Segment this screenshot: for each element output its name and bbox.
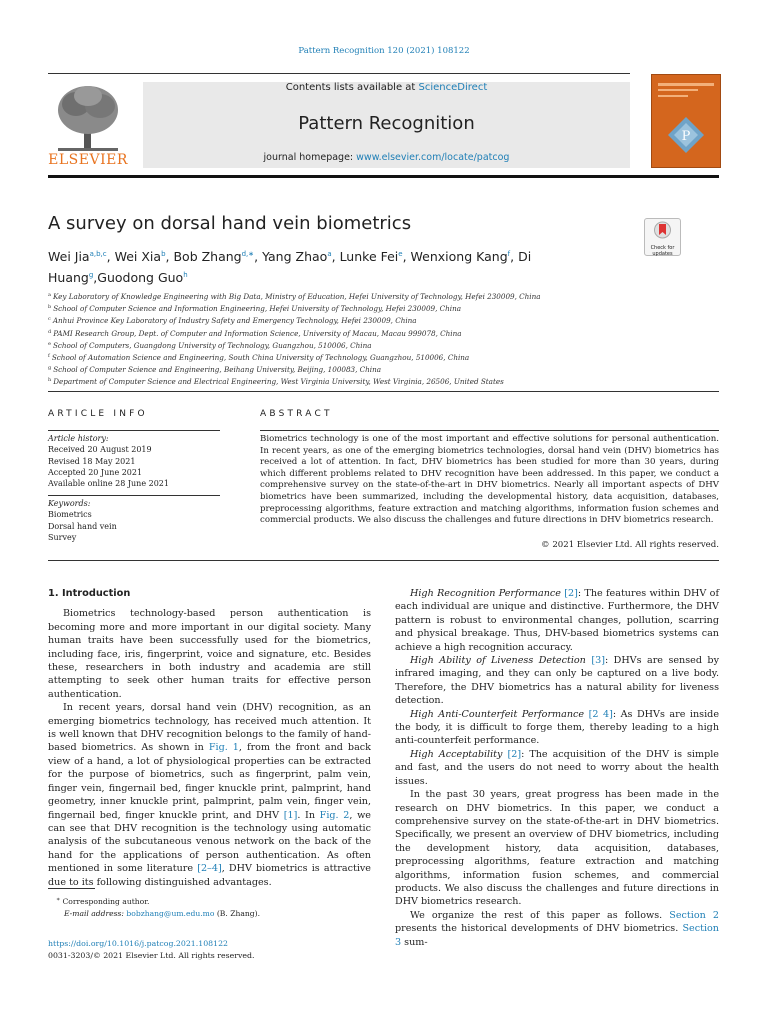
affiliation-text: School of Computer Science and Information Engineering, Hefei University of Technology, Hefei 230009, China xyxy=(53,304,461,314)
affiliation-key: d xyxy=(48,328,52,335)
text-run: sum- xyxy=(401,936,428,948)
author-affiliation-marker[interactable]: f xyxy=(507,250,511,258)
affiliation-text: PAMI Research Group, Dept. of Computer and Information Science, University of Macau, Macau 999078, China xyxy=(53,328,462,338)
author-name[interactable]: Yang Zhao xyxy=(262,249,328,264)
ref-link[interactable]: [2] xyxy=(564,588,578,599)
author-name[interactable]: Bob Zhang xyxy=(173,249,242,264)
advantage-paragraph xyxy=(395,654,719,708)
author-separator: , xyxy=(106,249,115,264)
bookmark-icon xyxy=(645,219,680,241)
footnote-rule xyxy=(48,888,95,889)
author-affiliation-marker[interactable]: d,∗ xyxy=(241,250,255,258)
advantage-label: High Acceptability xyxy=(410,748,503,760)
homepage-link[interactable]: www.elsevier.com/locate/patcog xyxy=(356,152,510,163)
affiliations xyxy=(48,290,718,388)
keywords-rule xyxy=(48,495,220,496)
affiliation-line xyxy=(48,351,718,363)
ref-1-link[interactable]: [1] xyxy=(283,809,298,821)
intro-heading: 1. Introduction xyxy=(48,588,131,599)
text-run: , DHV biometrics is attractive due to its following distinguished advantages. xyxy=(48,863,371,888)
abstract-rule xyxy=(260,430,719,431)
article-info-heading: ARTICLE INFO xyxy=(48,409,148,419)
advantage-paragraph xyxy=(395,708,719,748)
history-item: Revised 18 May 2021 xyxy=(48,456,136,466)
contents-line xyxy=(143,82,630,93)
author-name[interactable]: Lunke Fei xyxy=(339,249,399,264)
author-separator: , xyxy=(165,249,174,264)
corresponding-text: Corresponding author. xyxy=(62,897,150,906)
abstract-copyright: © 2021 Elsevier Ltd. All rights reserved. xyxy=(541,540,719,550)
doi-block xyxy=(48,938,448,962)
advantage-label: High Anti-Counterfeit Performance xyxy=(410,708,585,720)
keyword-item: Dorsal hand vein xyxy=(48,521,117,531)
intro-paragraph xyxy=(48,701,371,889)
affiliation-text: School of Computers, Guangdong University of Technology, Guangzhou, 510006, China xyxy=(52,340,372,350)
footnote xyxy=(56,894,376,920)
homepage-line xyxy=(143,152,630,163)
homepage-prefix: journal homepage: xyxy=(263,152,354,163)
svg-text:P: P xyxy=(681,129,691,144)
text-run: : DHVs are sensed by infrared imaging, and they can only be captured on a live body. Therefore, the DHV biometrics has a natural ability for liveness detection. xyxy=(395,655,719,707)
affiliation-line xyxy=(48,302,718,314)
affiliation-key: a xyxy=(48,292,51,298)
ref-link[interactable]: [2] xyxy=(507,748,522,760)
abstract-heading: ABSTRACT xyxy=(260,409,333,419)
text-run: presents the historical developments of DHV biometrics. xyxy=(395,923,683,935)
author-name[interactable]: Wei Xia xyxy=(114,249,162,264)
check-badge-line1: Check for xyxy=(650,245,675,251)
intro-paragraph: Biometrics technology-based person authentication is becoming more and more important in our digital society. Many human traits have been successfully used for the biometrics, including face, iris, fingerprint, voice and signature, etc. Besides these, researchers in both industry and academia are still attempting to seek other human traits for effective person authentication. xyxy=(48,608,371,700)
elsevier-wordmark: ELSEVIER xyxy=(48,152,128,168)
affiliation-key: e xyxy=(48,340,51,347)
contents-prefix: Contents lists available at xyxy=(285,82,416,93)
affiliation-key: h xyxy=(48,377,52,384)
text-run: We organize the rest of this paper as follows. xyxy=(410,909,670,921)
author-name[interactable]: Di Huang xyxy=(48,249,532,285)
author-affiliation-marker[interactable]: g xyxy=(88,271,94,279)
affiliation-text: Anhui Province Key Laboratory of Industry Safety and Emergency Technology, Hefei 230009, China xyxy=(52,316,417,326)
author-separator: , xyxy=(254,249,263,264)
affiliation-line xyxy=(48,327,718,339)
body-left-column xyxy=(48,587,371,889)
affiliation-text: Department of Computer Science and Electrical Engineering, West Virginia University, West Virginia, 26506, United States xyxy=(53,377,504,387)
author-affiliation-marker[interactable]: a xyxy=(327,250,332,258)
email-link[interactable]: bobzhang@um.edu.mo xyxy=(126,909,215,918)
author-affiliation-marker[interactable]: a,b,c xyxy=(89,250,107,258)
affiliation-text: Key Laboratory of Knowledge Engineering with Big Data, Ministry of Education, Hefei University of Technology, Hefei 230009, China xyxy=(52,292,541,301)
keyword-item: Biometrics xyxy=(48,510,92,520)
affiliation-key: f xyxy=(48,353,50,360)
author-affiliation-marker[interactable]: e xyxy=(398,250,403,258)
affiliation-line xyxy=(48,339,718,351)
author-name[interactable]: Wenxiong Kang xyxy=(410,249,508,264)
check-badge-line2: updates xyxy=(652,251,673,257)
author-separator: , xyxy=(331,249,340,264)
affiliation-line xyxy=(48,290,718,302)
history-item: Accepted 20 June 2021 xyxy=(48,467,143,477)
keywords-label: Keywords: xyxy=(48,499,91,508)
fig-1-link[interactable]: Fig. 1 xyxy=(208,742,239,754)
paper-title: A survey on dorsal hand vein biometrics xyxy=(48,213,412,234)
sciencedirect-link[interactable]: ScienceDirect xyxy=(418,82,488,93)
text-run: : The features within DHV of each individual are unique and distinctive. Furthermore, the DHV pattern is robust to environmental changes, pollution, scarring and physical breakage. Thus, DHV-based biometrics systems can achieve a high recognition accuracy. xyxy=(395,588,719,653)
article-info-rule xyxy=(48,430,220,431)
ref-link[interactable]: [2 4] xyxy=(588,708,613,720)
affiliation-line xyxy=(48,314,718,326)
article-history xyxy=(48,433,220,489)
body-right-column xyxy=(395,587,719,949)
author-name[interactable]: Guodong Guo xyxy=(97,270,184,285)
affiliation-line xyxy=(48,375,718,387)
front-matter-rule xyxy=(48,391,719,392)
header-bottom-rule xyxy=(48,175,719,178)
cover-art-icon xyxy=(652,75,720,167)
author-affiliation-marker[interactable]: b xyxy=(161,250,166,258)
text-run: In recent years, dorsal hand vein (DHV) recognition, as an emerging biometrics technology, has received much attention. It is well known that DHV recognition belongs to the family of hand-based biometrics. As shown in xyxy=(48,702,371,754)
advantage-paragraph xyxy=(395,587,719,654)
advantage-paragraph xyxy=(395,748,719,788)
keywords xyxy=(48,498,220,543)
affiliation-line xyxy=(48,363,718,375)
author-separator: , xyxy=(402,249,411,264)
asterisk-mark: ∗ xyxy=(56,896,61,903)
ref-2-4-link[interactable]: [2–4] xyxy=(197,863,222,875)
abstract-bottom-rule xyxy=(48,560,719,561)
author-name[interactable]: Wei Jia xyxy=(48,249,90,264)
text-run: . In xyxy=(297,809,320,821)
text-run: , we can see that DHV recognition is the technology using automatic analysis of the subcutaneous venous network on the back of the hand for the applications of person authentication. As often mentioned in some literature xyxy=(48,809,371,875)
affiliation-key: c xyxy=(48,316,51,323)
text-run: : The acquisition of the DHV is simple and fast, and the users do not need to worry about the health issues. xyxy=(395,748,719,787)
history-label: Article history: xyxy=(48,434,109,443)
issn-line: 0031-3203/© 2021 Elsevier Ltd. All rights reserved. xyxy=(48,951,255,960)
elsevier-logo xyxy=(48,80,128,170)
email-label: E-mail address: xyxy=(64,909,124,918)
header-top-rule xyxy=(48,73,630,74)
email-suffix: (B. Zhang). xyxy=(216,909,261,918)
history-item: Received 20 August 2019 xyxy=(48,445,152,455)
intro-paragraph: In the past 30 years, great progress has been made in the research on DHV biometrics. In this paper, we conduct a comprehensive survey on the state-of-the-art in DHV biometrics. Specifically, we present an overview of DHV biometrics, including the development history, data acquisition, databases, preprocessing algorithms, feature extraction and matching algorithms, information fusion schemes, and commercial products. We also discuss the challenges and future directions in DHV biometrics research. xyxy=(395,789,719,908)
text-run: : As DHVs are inside the body, it is difficult to forge them, thereby leading to a high anti-counterfeit performance. xyxy=(395,708,719,747)
fig-2-link[interactable]: Fig. 2 xyxy=(319,809,350,821)
affiliation-text: School of Computer Science and Engineering, Beihang University, Beijing, 100083, China xyxy=(53,365,382,375)
ref-link[interactable]: [3] xyxy=(591,655,605,667)
affiliation-text: School of Automation Science and Engineering, South China University of Technology, Guangzhou, 510006, China xyxy=(51,353,470,363)
journal-cover[interactable] xyxy=(651,74,721,168)
doi-link[interactable]: https://doi.org/10.1016/j.patcog.2021.108122 xyxy=(48,939,229,948)
author-separator: , xyxy=(93,270,98,285)
author-separator: , xyxy=(510,249,519,264)
affiliation-key: b xyxy=(48,304,52,311)
check-for-updates-button[interactable] xyxy=(644,218,681,256)
text-run: , from the front and back view of a hand, a lot of physiological properties can be extracted for the purpose of biometrics, such as fingerprint, palm vein, finger vein, fingernail bed, finger knuckle print, palmprint, hand geometry, inner knuckle print, palmprint, palm vein, finger vein, fingernail bed, finger knuckle print, and DHV xyxy=(48,742,371,821)
journal-title[interactable]: Pattern Recognition xyxy=(298,113,475,134)
author-affiliation-marker[interactable]: h xyxy=(183,271,188,279)
affiliation-key: g xyxy=(48,365,52,372)
keyword-item: Survey xyxy=(48,532,77,542)
advantage-label: High Ability of Liveness Detection xyxy=(410,655,586,667)
advantage-label: High Recognition Performance xyxy=(410,588,561,599)
section-3-link[interactable]: Section 3 xyxy=(395,923,719,948)
history-item: Available online 28 June 2021 xyxy=(48,479,169,489)
section-2-link[interactable]: Section 2 xyxy=(669,909,720,921)
abstract-text: Biometrics technology is one of the most important and effective solutions for personal authentication. In recent years, as one of the emerging biometrics technologies, dorsal hand vein (DHV) biometrics has received a lot of attention. In fact, DHV biometrics has been studied for more than 30 years, during which different problems related to DHV recognition have been addressed. In this paper, we conduct a comprehensive survey on the state-of-the-art in DHV biometrics. Nearly all important aspects of DHV biometrics have been summarized, including the developmental history, data acquisition, databases, preprocessing algorithms, feature extraction and matching algorithms, information fusion schemes and commercial products. We also discuss the challenges and future directions in DHV biometrics research. xyxy=(260,434,719,526)
journal-citation[interactable]: Pattern Recognition 120 (2021) 108122 xyxy=(298,46,470,56)
corresponding-note xyxy=(56,894,376,908)
email-note xyxy=(56,908,376,920)
author-list xyxy=(48,245,628,287)
